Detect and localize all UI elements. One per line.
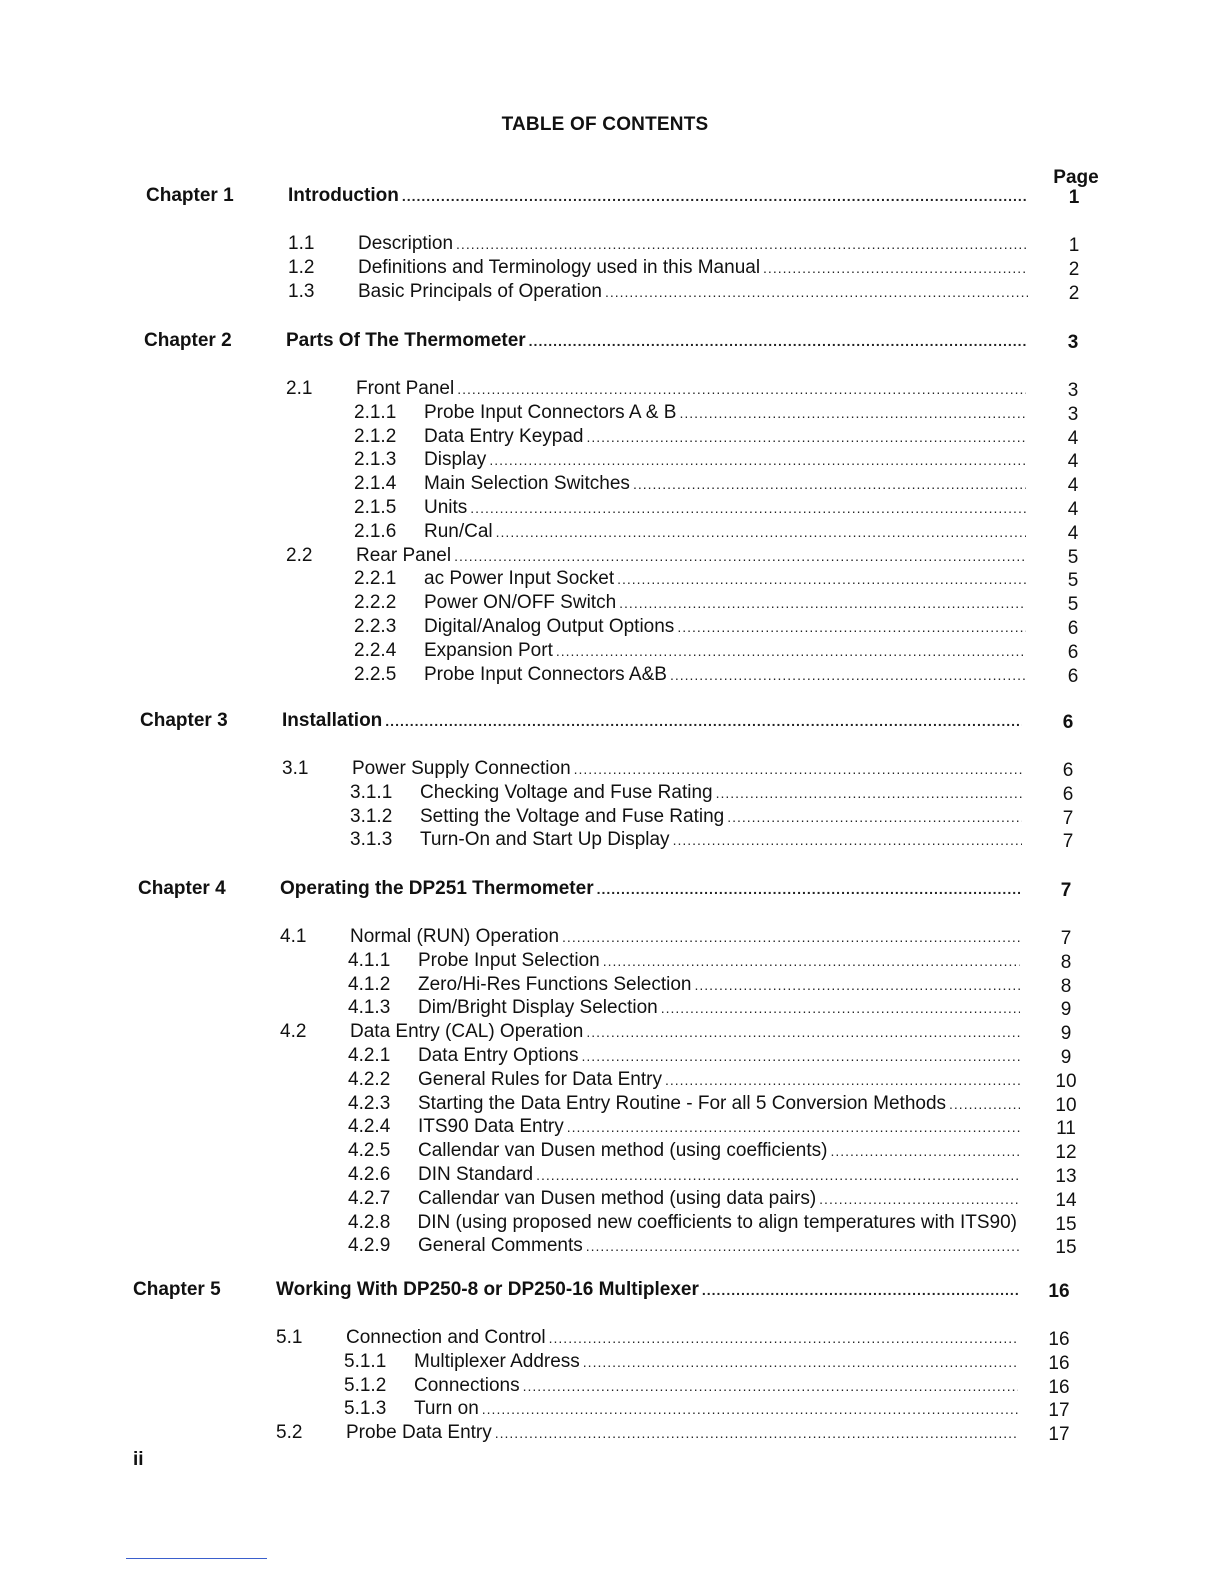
dot-leader (603, 953, 1020, 969)
toc-subsection-entry (348, 1093, 1020, 1119)
toc-subsection-entry (354, 592, 1026, 618)
section-number: 4.2 (280, 1021, 307, 1043)
page-number: 6 (1067, 618, 1079, 639)
page-number: 3 (1067, 332, 1079, 353)
dot-leader (482, 1401, 1018, 1417)
section-title: Definitions and Terminology used in this Manual (358, 256, 761, 278)
section-number: 5.1.2 (344, 1374, 387, 1396)
toc-subsection-entry (350, 806, 1022, 832)
page-title: TABLE OF CONTENTS (501, 114, 709, 135)
section-number: 5.1.1 (344, 1350, 387, 1372)
page-number: 2 (1068, 282, 1080, 304)
section-title: ac Power Input Socket (424, 568, 615, 590)
page-number: 14 (1055, 1189, 1077, 1211)
page-number: 5 (1067, 546, 1079, 568)
dot-leader (496, 524, 1026, 540)
section-title: Probe Input Connectors A & B (424, 401, 677, 423)
section-number: 2.1 (286, 378, 313, 399)
dot-leader (536, 1167, 1020, 1183)
footer-rule (126, 1558, 267, 1559)
section-number: 4.2.7 (348, 1187, 391, 1209)
section-number: 2.2.2 (354, 592, 397, 614)
section-title: Multiplexer Address (414, 1350, 580, 1372)
toc-subsection-entry (354, 497, 1026, 523)
section-number: 2.2 (286, 544, 313, 566)
section-title: Connection and Control (346, 1327, 546, 1348)
chapter-heading (280, 878, 1020, 904)
section-number: 2.1.2 (354, 425, 397, 447)
section-number: 2.1.6 (354, 520, 397, 542)
toc-section-entry (282, 758, 1022, 784)
page-number: 9 (1060, 1047, 1072, 1068)
page-number: 4 (1067, 522, 1079, 544)
toc-subsection-entry (348, 1212, 1020, 1238)
page-number: 8 (1060, 951, 1072, 973)
dot-leader (702, 1282, 1018, 1298)
section-number: 4.2.2 (348, 1068, 391, 1090)
dot-leader (567, 1119, 1020, 1135)
section-title: Turn on (414, 1398, 479, 1420)
section-number: 4.1.2 (348, 973, 391, 995)
section-number: 5.1 (276, 1327, 303, 1348)
section-title: Starting the Data Entry Routine - For all 5 Conversion Methods (418, 1092, 947, 1114)
toc-subsection-entry (354, 640, 1026, 666)
section-title: Description (358, 233, 454, 254)
section-title: Power Supply Connection (352, 758, 571, 779)
page-number: 4 (1067, 451, 1079, 473)
section-title: Installation (282, 710, 383, 731)
dot-leader (605, 284, 1028, 300)
dot-leader (583, 1354, 1018, 1370)
page-number: 10 (1055, 1070, 1077, 1092)
toc-subsection-entry (354, 568, 1026, 594)
chapter-label: Chapter 3 (140, 710, 228, 731)
dot-leader (402, 188, 1028, 204)
toc-subsection-entry (348, 1164, 1020, 1190)
dot-leader (582, 1048, 1020, 1064)
section-number: 2.2.3 (354, 616, 397, 637)
dot-leader (470, 500, 1026, 516)
toc-subsection-entry (348, 1069, 1020, 1095)
page-number: 9 (1060, 1023, 1072, 1045)
toc-subsection-entry (354, 473, 1026, 499)
chapter-label: Chapter 2 (144, 330, 232, 351)
page-number: 6 (1062, 712, 1074, 733)
toc-section-entry (276, 1422, 1018, 1448)
dot-leader (819, 1191, 1020, 1207)
section-title: General Rules for Data Entry (418, 1068, 662, 1090)
section-title: Callendar van Dusen method (using coefficients) (418, 1140, 828, 1162)
section-title: Display (424, 449, 487, 471)
section-title: Introduction (288, 185, 399, 206)
toc-subsection-entry (348, 997, 1020, 1023)
section-title: Data Entry Options (418, 1045, 579, 1066)
dot-leader (523, 1378, 1018, 1394)
page-number: 6 (1062, 760, 1074, 781)
section-title: DIN Standard (418, 1164, 534, 1185)
toc-subsection-entry (348, 1116, 1020, 1142)
section-number: 1.1 (288, 233, 315, 254)
section-title: General Comments (418, 1235, 583, 1257)
section-title: Main Selection Switches (424, 473, 630, 495)
section-title: Run/Cal (424, 520, 493, 542)
section-number: 4.1.1 (348, 949, 391, 971)
dot-leader (727, 809, 1022, 825)
section-title: Connections (414, 1374, 520, 1396)
section-title: Parts Of The Thermometer (286, 330, 526, 351)
section-number: 4.2.4 (348, 1116, 391, 1138)
chapter-heading (276, 1279, 1018, 1305)
section-title: Probe Input Selection (418, 949, 600, 971)
toc-subsection-entry (344, 1351, 1018, 1377)
section-title: Data Entry Keypad (424, 425, 584, 447)
page-number: 11 (1056, 1118, 1076, 1140)
page-number: 7 (1062, 831, 1074, 853)
chapter-heading (282, 710, 1022, 736)
section-number: 4.2.3 (348, 1092, 391, 1114)
section-number: 2.2.5 (354, 663, 397, 685)
dot-leader (677, 619, 1026, 635)
toc-subsection-entry (348, 1045, 1020, 1071)
section-number: 3.1.1 (350, 781, 393, 803)
dot-leader (673, 832, 1022, 848)
section-number: 5.2 (276, 1422, 303, 1444)
chapter-label: Chapter 1 (146, 185, 234, 206)
page-number: 3 (1067, 380, 1079, 401)
toc-subsection-entry (354, 664, 1026, 690)
page-number: 12 (1055, 1142, 1077, 1164)
toc-section-entry (286, 545, 1026, 571)
page-number: 2 (1068, 258, 1080, 280)
dot-leader (633, 476, 1026, 492)
toc-subsection-entry (354, 402, 1026, 428)
page-number: 7 (1062, 807, 1074, 829)
section-title: Front Panel (356, 378, 455, 399)
chapter-label: Chapter 5 (133, 1279, 221, 1300)
toc-subsection-entry (348, 1140, 1020, 1166)
page-number: 4 (1067, 475, 1079, 497)
page-number: 17 (1048, 1424, 1070, 1446)
section-number: 5.1.3 (344, 1398, 387, 1420)
page-number: 5 (1067, 570, 1079, 592)
section-title: Units (424, 497, 468, 518)
toc-subsection-entry (354, 521, 1026, 547)
page-number: 15 (1055, 1237, 1077, 1259)
toc-subsection-entry (348, 950, 1020, 976)
section-number: 2.2.4 (354, 639, 397, 661)
section-title: Power ON/OFF Switch (424, 592, 617, 614)
section-number: 2.2.1 (354, 568, 397, 590)
dot-leader (763, 260, 1028, 276)
dot-leader (670, 667, 1026, 683)
dot-leader (454, 548, 1026, 564)
dot-leader (586, 1024, 1020, 1040)
section-number: 4.2.8 (348, 1211, 391, 1233)
section-number: 3.1.2 (350, 805, 393, 827)
dot-leader (574, 761, 1022, 777)
section-title: Basic Principals of Operation (358, 280, 602, 302)
page-number: 7 (1060, 928, 1072, 949)
section-title: DIN (using proposed new coefficients to align temperatures with ITS90) (417, 1211, 1017, 1233)
toc-section-entry (276, 1327, 1018, 1353)
page-number: 6 (1062, 783, 1074, 805)
dot-leader (457, 381, 1026, 397)
toc-section-entry (288, 257, 1028, 283)
dot-leader (456, 236, 1028, 252)
page-number: 4 (1067, 427, 1079, 449)
page-number: 8 (1060, 975, 1072, 997)
section-title: Normal (RUN) Operation (350, 926, 560, 947)
section-title: Probe Input Connectors A&B (424, 663, 667, 685)
toc-section-entry (280, 1021, 1020, 1047)
toc-subsection-entry (350, 782, 1022, 808)
section-title: Working With DP250-8 or DP250-16 Multiplexer (276, 1279, 699, 1300)
dot-leader (385, 713, 1022, 729)
toc-section-entry (286, 378, 1026, 404)
page-number: 6 (1067, 665, 1079, 687)
section-number: 4.2.1 (348, 1045, 391, 1066)
toc-section-entry (280, 926, 1020, 952)
page-number: 1 (1068, 235, 1080, 256)
toc-subsection-entry (354, 616, 1026, 642)
section-number: 4.2.5 (348, 1140, 391, 1162)
footer-page-number: ii (133, 1449, 144, 1470)
dot-leader (949, 1096, 1020, 1112)
toc-subsection-entry (354, 449, 1026, 475)
page-number: 7 (1060, 880, 1072, 901)
page-number: 16 (1048, 1281, 1070, 1302)
section-title: Operating the DP251 Thermometer (280, 878, 594, 899)
toc-subsection-entry (348, 1188, 1020, 1214)
page-number: 13 (1055, 1166, 1077, 1187)
page-number: 4 (1067, 499, 1079, 520)
dot-leader (617, 571, 1026, 587)
page-number: 1 (1068, 187, 1080, 208)
page-number: 15 (1055, 1213, 1077, 1235)
dot-leader (556, 643, 1026, 659)
page-number: 16 (1048, 1352, 1070, 1374)
dot-leader (562, 929, 1020, 945)
toc-subsection-entry (344, 1375, 1018, 1401)
page-number: 6 (1067, 641, 1079, 663)
dot-leader (549, 1330, 1018, 1346)
page-number: 3 (1067, 403, 1079, 425)
section-title: Setting the Voltage and Fuse Rating (420, 805, 725, 827)
dot-leader (695, 977, 1021, 993)
section-title: Expansion Port (424, 639, 553, 661)
section-number: 4.1 (280, 926, 307, 947)
chapter-heading (286, 330, 1026, 356)
dot-leader (661, 1000, 1020, 1016)
section-number: 4.2.6 (348, 1164, 391, 1185)
page-number: 5 (1067, 594, 1079, 616)
section-title: ITS90 Data Entry (418, 1116, 564, 1138)
toc-subsection-entry (344, 1398, 1018, 1424)
section-number: 2.1.4 (354, 473, 397, 495)
toc-subsection-entry (354, 426, 1026, 452)
section-title: Turn-On and Start Up Display (420, 829, 670, 851)
toc-section-entry (288, 233, 1028, 259)
section-number: 4.1.3 (348, 997, 391, 1019)
section-title: Rear Panel (356, 544, 452, 566)
dot-leader (495, 1425, 1018, 1441)
section-number: 2.1.3 (354, 449, 397, 471)
dot-leader (830, 1143, 1020, 1159)
section-title: Dim/Bright Display Selection (418, 997, 658, 1019)
toc-subsection-entry (348, 974, 1020, 1000)
section-title: Data Entry (CAL) Operation (350, 1021, 584, 1043)
toc-section-entry (288, 281, 1028, 307)
chapter-heading (288, 185, 1028, 211)
section-title: Callendar van Dusen method (using data pairs) (418, 1187, 817, 1209)
section-number: 1.2 (288, 256, 315, 278)
dot-leader (619, 595, 1026, 611)
section-number: 2.1.5 (354, 497, 397, 518)
section-number: 3.1.3 (350, 829, 393, 851)
section-number: 2.1.1 (354, 401, 397, 423)
dot-leader (716, 785, 1022, 801)
dot-leader (679, 405, 1026, 421)
section-title: Zero/Hi-Res Functions Selection (418, 973, 692, 995)
dot-leader (586, 1238, 1020, 1254)
toc-subsection-entry (348, 1235, 1020, 1261)
section-title: Probe Data Entry (346, 1422, 492, 1444)
page-number: 17 (1048, 1400, 1070, 1422)
page-number: 10 (1055, 1094, 1077, 1116)
dot-leader (586, 429, 1026, 445)
section-number: 1.3 (288, 280, 315, 302)
page-number: 9 (1060, 999, 1072, 1021)
section-number: 3.1 (282, 758, 309, 779)
section-number: 4.2.9 (348, 1235, 391, 1257)
dot-leader (489, 452, 1026, 468)
section-title: Checking Voltage and Fuse Rating (420, 781, 713, 803)
toc-subsection-entry (350, 829, 1022, 855)
page-column-header: Page (1053, 167, 1099, 188)
dot-leader (529, 333, 1026, 349)
dot-leader (665, 1072, 1020, 1088)
section-title: Digital/Analog Output Options (424, 616, 675, 637)
chapter-label: Chapter 4 (138, 878, 226, 899)
dot-leader (597, 881, 1020, 897)
page-number: 16 (1048, 1329, 1070, 1350)
page-number: 16 (1048, 1376, 1070, 1398)
